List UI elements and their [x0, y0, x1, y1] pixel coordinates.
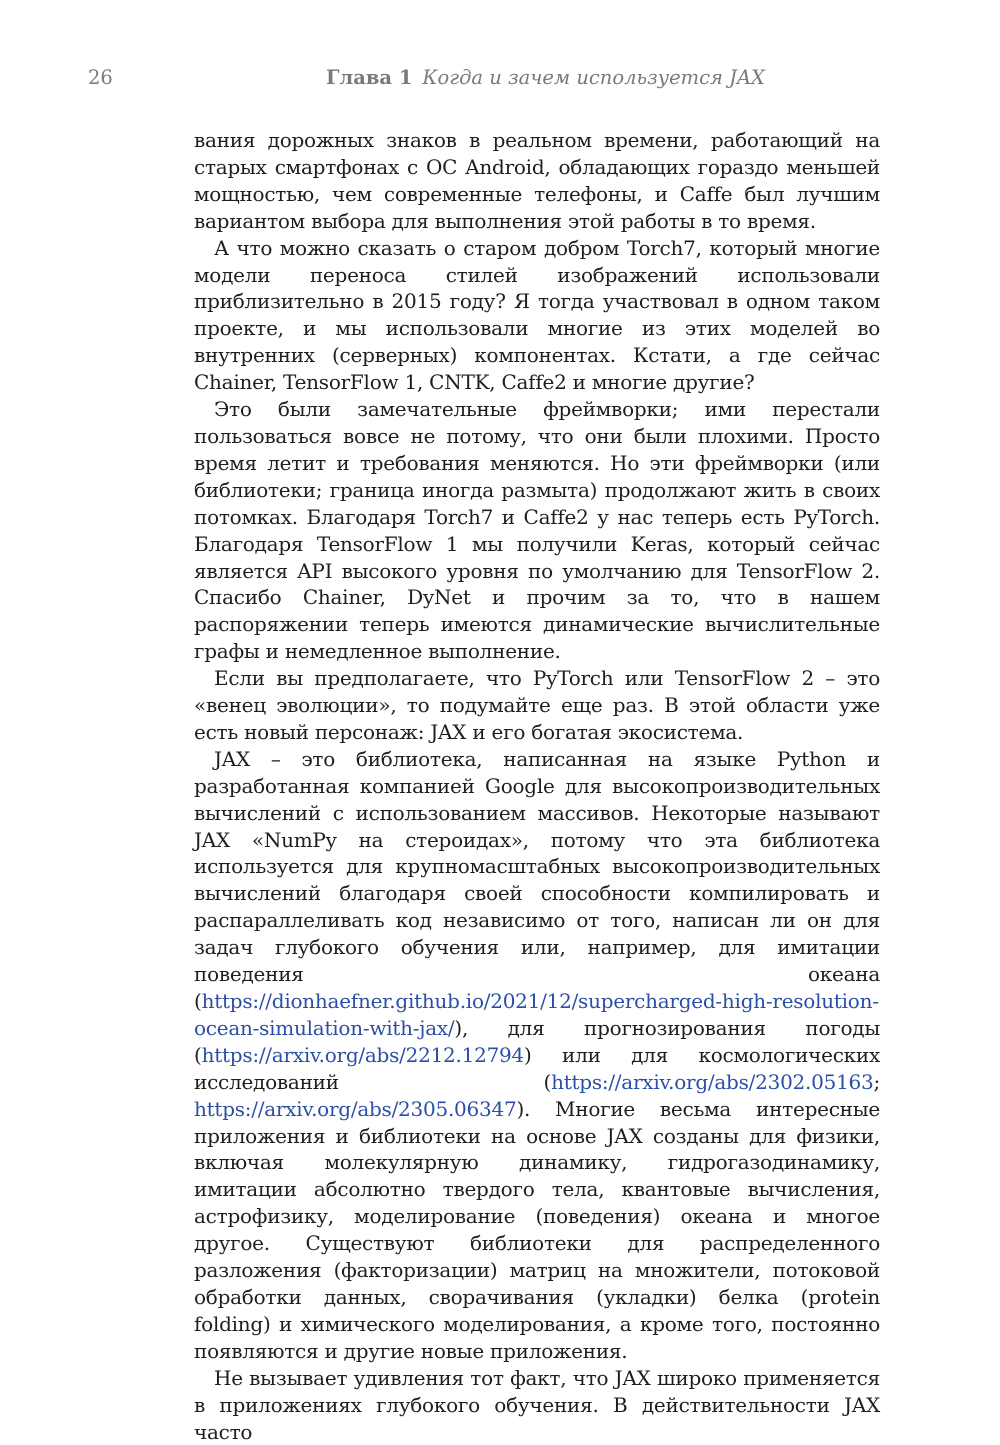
chapter-label: Глава 1: [326, 66, 413, 89]
paragraph-text: ;: [873, 1069, 880, 1094]
body-text: [194, 127, 880, 1445]
paragraph: А что можно сказать о старом добром Torch7, который многие модели переноса стилей изображений использовали приблизительно в 2015 году? Я тогда участвовал в одном таком проекте, и мы использовали многие из этих моделей во внутренних (серверных) компонентах. Кстати, а где сейчас Chainer, TensorFlow 1, CNTK, Caffe2 и многие другие?: [194, 235, 880, 395]
paragraph: Если вы предполагаете, что PyTorch или TensorFlow 2 – это «венец эволюции», то подумайте еще раз. В этой области уже есть новый персонаж: JAX и его богатая экосистема.: [194, 666, 880, 744]
chapter-heading: [326, 66, 765, 89]
paragraph: Это были замечательные фреймворки; ими перестали пользоваться вовсе не потому, что они были плохими. Просто время летит и требования меняются. Но эти фреймворки (или библиотеки; граница иногда размыта) продолжают жить в своих потомках. Благодаря Torch7 и Caffe2 у нас теперь есть PyTorch. Благодаря TensorFlow 1 мы получили Keras, который сейчас является API высокого уровня по умолчанию для TensorFlow 2. Спасибо Chainer, DyNet и прочим за то, что в нашем распоряжении теперь имеются динамические вычислительные графы и немедленное выполнение.: [194, 397, 880, 664]
paragraph: [194, 746, 880, 1365]
cosmology-link-2[interactable]: https://arxiv.org/abs/2305.06347: [194, 1096, 517, 1121]
running-head: [88, 66, 888, 96]
paragraph-text: ) или для космологических исследований (: [194, 1042, 880, 1094]
paragraph: Не вызывает удивления тот факт, что JAX широко применяется в приложениях глубокого обучения. В действительности JAX часто: [194, 1365, 880, 1444]
weather-forecast-link[interactable]: https://arxiv.org/abs/2212.12794: [201, 1042, 524, 1067]
paragraph-text: JAX – это библиотека, написанная на языке Python и разработанная компанией Google для высокопроизводительных вычислений с использованием массивов. Некоторые называют JAX «NumPy на стероидах», потому что эта библиотека используется для крупномасштабных высокопроизводительных вычислений благодаря своей способности компилировать и распараллеливать код независимо от того, написан ли он для задач глубокого обучения или, например, для имитации поведения океана (: [194, 746, 880, 1013]
paragraph-text: ). Многие весьма интересные приложения и библиотеки на основе JAX созданы для физики, включая молекулярную динамику, гидрогазодинамику, имитации абсолютно твердого тела, квантовые вычисления, астрофизику, моделирование (поведения) океана и многое другое. Существуют библиотеки для распределенного разложения (факторизации) матриц на множители, потоковой обработки данных, сворачивания (укладки) белка (protein folding) и химического моделирования, а кроме того, постоянно появляются и другие новые приложения.: [194, 1096, 880, 1363]
ocean-simulation-link[interactable]: https://dionhaefner.github.io/2021/12/supercharged-high-resolution-ocean-simulation-with-jax/: [194, 989, 879, 1040]
cosmology-link-1[interactable]: https://arxiv.org/abs/2302.05163: [551, 1069, 874, 1094]
chapter-title: Когда и зачем используется JAX: [422, 66, 765, 89]
page-number: 26: [88, 66, 113, 89]
paragraph: вания дорожных знаков в реальном времени, работающий на старых смартфонах с ОС Android, обладающих гораздо меньшей мощностью, чем современные телефоны, и Caffe был лучшим вариантом выбора для выполнения этой работы в то время.: [194, 128, 880, 233]
paragraph-text: ), для прогнозирования погоды (: [194, 1015, 880, 1067]
